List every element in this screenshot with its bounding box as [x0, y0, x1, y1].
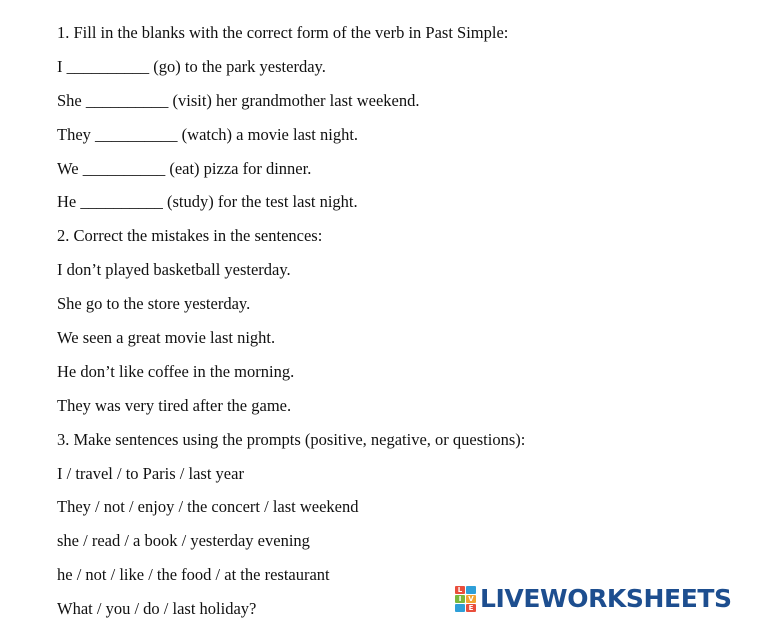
logo-mark-tile: V — [466, 595, 476, 603]
exercise-line: she / read / a book / yesterday evening — [57, 531, 310, 551]
liveworksheets-logo-icon — [455, 586, 476, 612]
exercise-line: We seen a great movie last night. — [57, 328, 276, 348]
exercise-line: I / travel / to Paris / last year — [57, 463, 244, 483]
exercise-line: She __________ (visit) her grandmother last weekend. — [57, 90, 420, 110]
logo-mark-tile — [466, 586, 476, 594]
exercise-line: He __________ (study) for the test last night. — [57, 192, 358, 212]
liveworksheets-logo — [455, 584, 732, 614]
logo-mark-tile: E — [466, 604, 476, 612]
exercise-line: They was very tired after the game. — [57, 395, 292, 415]
section-1-heading: 1. Fill in the blanks with the correct form of the verb in Past Simple: — [57, 23, 509, 42]
exercise-line: he / not / like / the food / at the restaurant — [57, 565, 330, 585]
exercise-line: They __________ (watch) a movie last night. — [57, 124, 359, 144]
section-2-heading: 2. Correct the mistakes in the sentences: — [57, 226, 323, 246]
exercise-line: We __________ (eat) pizza for dinner. — [57, 158, 312, 178]
exercise-line: I don’t played basketball yesterday. — [57, 260, 291, 280]
exercise-line: She go to the store yesterday. — [57, 294, 251, 314]
exercise-line: They / not / enjoy / the concert / last weekend — [57, 497, 359, 517]
logo-mark-tile — [455, 604, 465, 612]
worksheet — [57, 20, 747, 630]
section-3-heading: 3. Make sentences using the prompts (positive, negative, or questions): — [57, 429, 526, 449]
logo-wordmark: LIVEWORKSHEETS — [480, 584, 732, 613]
exercise-line: He don’t like coffee in the morning. — [57, 361, 295, 381]
exercise-line: What / you / do / last holiday? — [57, 599, 257, 619]
logo-mark-tile: L — [455, 586, 465, 594]
exercise-line: I __________ (go) to the park yesterday. — [57, 56, 326, 76]
logo-mark-tile: I — [455, 595, 465, 603]
